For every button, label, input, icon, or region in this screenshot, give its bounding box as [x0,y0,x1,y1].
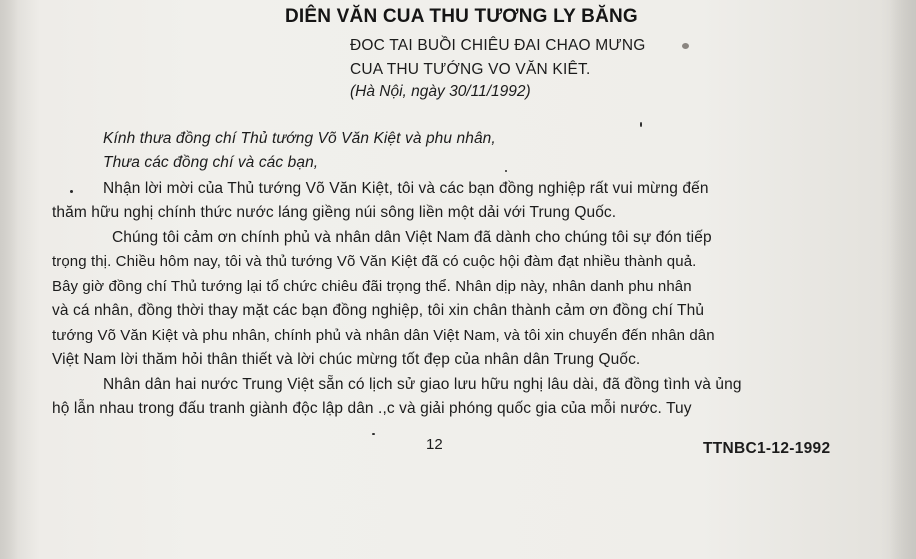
page-edge-left [0,0,18,559]
body-line: Bây giờ đồng chí Thủ tướng lại tổ chức chiêu đãi trọng thể. Nhân dịp này, nhân danh phu nhân [52,278,692,295]
page-edge-right [890,0,916,559]
paper-speck [682,43,689,49]
document-title: DIÊN VĂN CUA THU TƯƠNG LY BĂNG [285,6,638,27]
body-line: và cá nhân, đồng thời thay mặt các bạn đồng nghiệp, tôi xin chân thành cảm ơn đồng chí Thủ [52,302,705,319]
body-line: Chúng tôi cảm ơn chính phủ và nhân dân Việt Nam đã dành cho chúng tôi sự đón tiếp [112,229,712,246]
body-line: trọng thị. Chiều hôm nay, tôi và thủ tướng Võ Văn Kiệt đã có cuộc hội đàm đạt nhiều thành quả. [52,253,697,270]
body-line: Nhận lời mời của Thủ tướng Võ Văn Kiệt, tôi và các bạn đồng nghiệp rất vui mừng đến [103,180,709,197]
body-line: Nhân dân hai nước Trung Việt sẵn có lịch sử giao lưu hữu nghị lâu dài, đã đồng tình và ủng [103,376,742,393]
page-number: 12 [426,436,443,453]
paper-speck [640,122,642,127]
document-subtitle-line1: ĐOC TAI BUỒI CHIÊU ĐAI CHAO MƯNG [350,37,646,54]
body-line: hộ lẫn nhau trong đấu tranh giành độc lập dân .,c và giải phóng quốc gia của mỗi nước. Tuy [52,400,692,417]
paper-speck [70,190,73,193]
salutation-line: Kính thưa đồng chí Thủ tướng Võ Văn Kiệt và phu nhân, [103,130,496,147]
document-subtitle-line2: CUA THU TƯỚNG VO VĂN KIÊT. [350,61,591,78]
paper-speck [372,433,375,435]
salutation-line: Thưa các đồng chí và các bạn, [103,154,319,171]
paper-speck [505,170,507,172]
dateline: (Hà Nội, ngày 30/11/1992) [350,83,531,100]
body-line: Việt Nam lời thăm hỏi thân thiết và lời chúc mừng tốt đẹp của nhân dân Trung Quốc. [52,351,641,368]
document-code: TTNBC1-12-1992 [703,440,831,457]
body-line: thăm hữu nghị chính thức nước láng giềng núi sông liền một dải với Trung Quốc. [52,204,617,221]
body-line: tướng Võ Văn Kiệt và phu nhân, chính phủ và nhân dân Việt Nam, và tôi xin chuyển đến nhân dân [52,327,715,344]
